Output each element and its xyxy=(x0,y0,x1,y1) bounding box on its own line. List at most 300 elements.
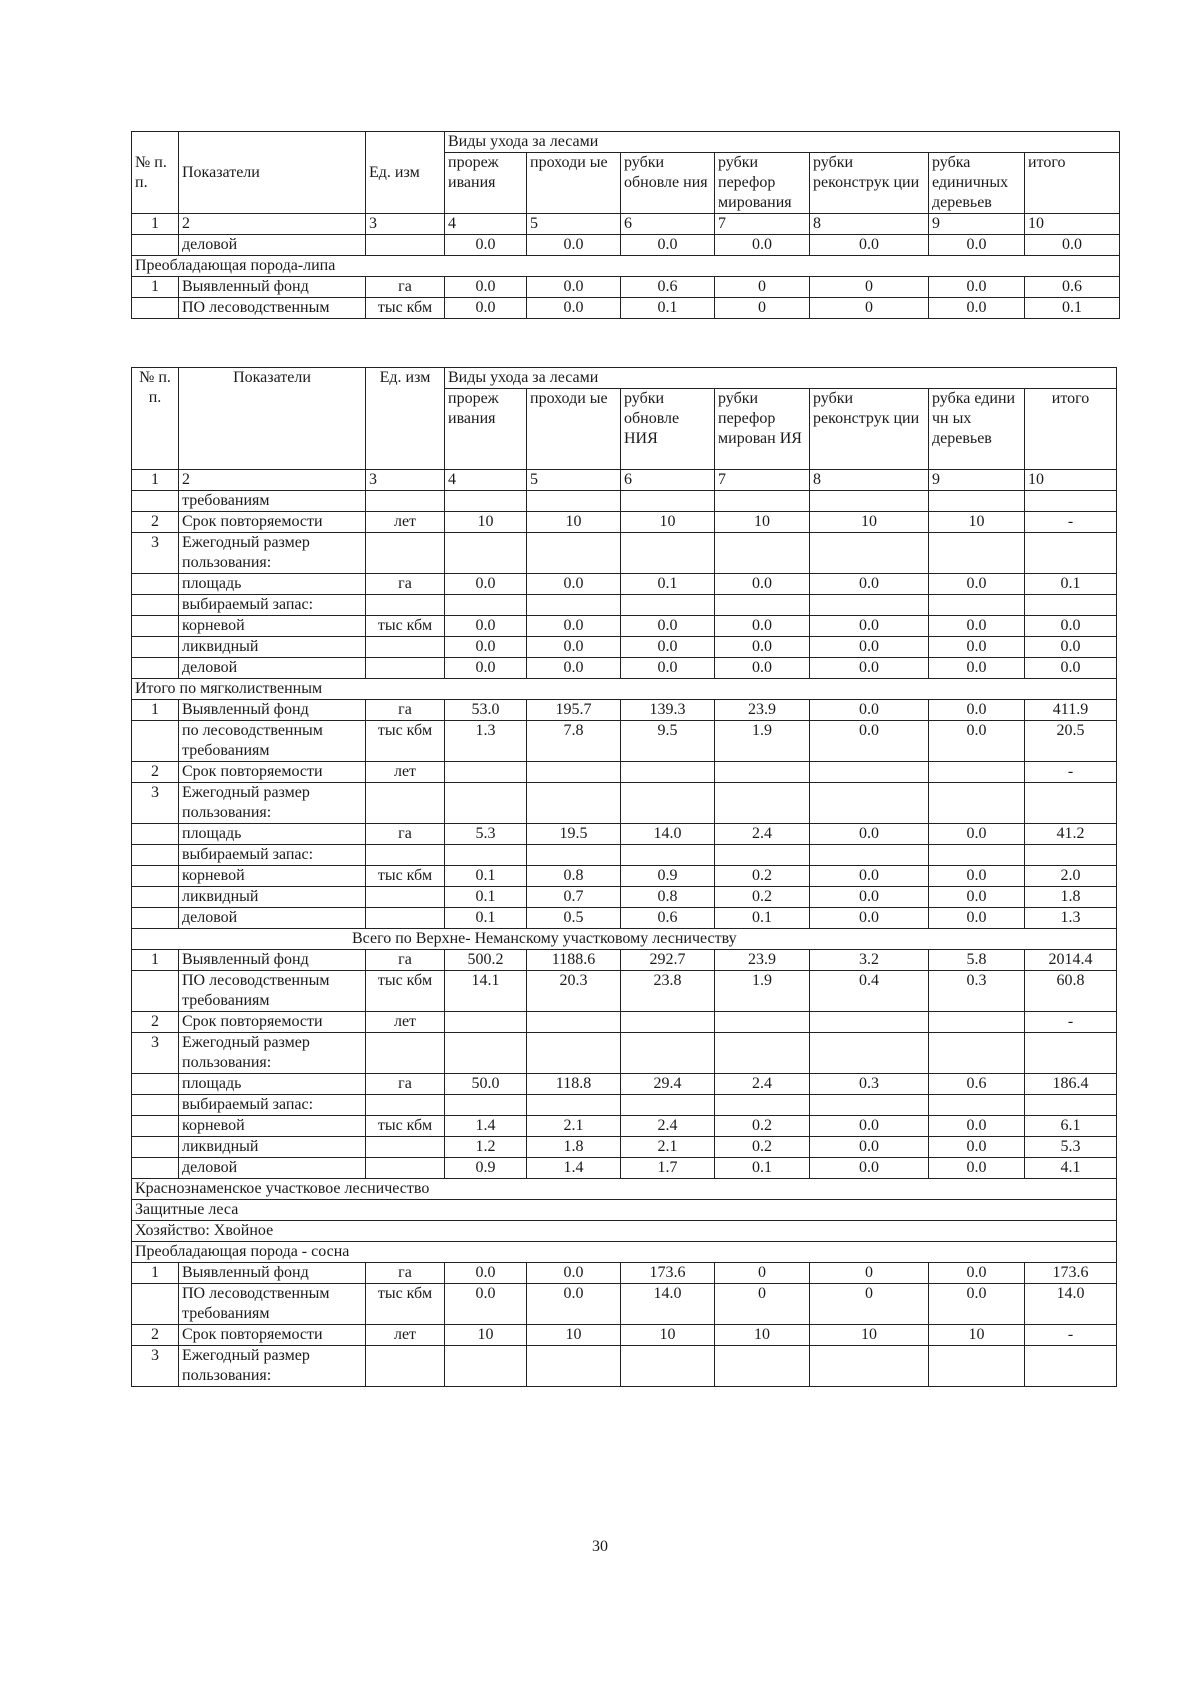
table-cell: 0.1 xyxy=(445,866,527,887)
row-unit: га xyxy=(366,700,445,721)
row-unit: тыс кбм xyxy=(366,866,445,887)
table-cell: 0.0 xyxy=(810,700,929,721)
row-indicator: Выявленный фонд xyxy=(179,277,366,298)
row-unit: га xyxy=(366,1263,445,1284)
table-cell xyxy=(810,845,929,866)
row-unit xyxy=(366,783,445,824)
table-cell xyxy=(527,595,621,616)
table-cell: 0.0 xyxy=(929,574,1025,595)
table-row xyxy=(132,824,1117,845)
table-row xyxy=(132,762,1117,783)
table-cell: 0.0 xyxy=(810,1116,929,1137)
table-cell: 0.0 xyxy=(1025,637,1117,658)
row-indicator: площадь xyxy=(179,824,366,845)
table-cell: 2.4 xyxy=(715,824,810,845)
table-cell: 0.9 xyxy=(621,866,715,887)
table-cell xyxy=(621,491,715,512)
table-cell xyxy=(715,783,810,824)
row-number xyxy=(132,235,179,256)
table-cell: 10 xyxy=(929,512,1025,533)
table-cell: 1.4 xyxy=(445,1116,527,1137)
header-number: № п. п. xyxy=(132,368,179,470)
section-label: Краснознаменское участковое лесничество xyxy=(132,1179,1117,1200)
table-cell: 195.7 xyxy=(527,700,621,721)
row-indicator: Ежегодный размер пользования: xyxy=(179,533,366,574)
table-cell xyxy=(715,1012,810,1033)
table-cell: 2.1 xyxy=(621,1137,715,1158)
table-cell: 0.0 xyxy=(445,298,527,319)
row-indicator: корневой xyxy=(179,616,366,637)
column-number-10: 10 xyxy=(1025,214,1120,235)
table-cell xyxy=(929,491,1025,512)
table-cell: 0.0 xyxy=(715,637,810,658)
column-number-6: 6 xyxy=(621,214,715,235)
table-cell: 0.0 xyxy=(810,235,929,256)
table-cell xyxy=(621,845,715,866)
table-cell: 0.0 xyxy=(527,1263,621,1284)
row-unit: га xyxy=(366,950,445,971)
row-unit xyxy=(366,1095,445,1116)
row-number xyxy=(132,1074,179,1095)
table-cell: 1.4 xyxy=(527,1158,621,1179)
table-cell: 0.0 xyxy=(929,700,1025,721)
table-cell: 0.0 xyxy=(527,658,621,679)
table-cell xyxy=(929,1346,1025,1387)
table-row xyxy=(132,235,1120,256)
table-cell: 0.0 xyxy=(527,277,621,298)
row-number: 2 xyxy=(132,1325,179,1346)
table-cell: 0.0 xyxy=(445,574,527,595)
table-cell: 0.0 xyxy=(527,637,621,658)
table-cell: 0.0 xyxy=(445,277,527,298)
row-indicator: корневой xyxy=(179,866,366,887)
table-cell: 23.9 xyxy=(715,950,810,971)
table-cell: 0.0 xyxy=(929,1284,1025,1325)
table-cell: 0 xyxy=(715,1284,810,1325)
page-number: 30 xyxy=(592,1538,608,1555)
table-cell: 10 xyxy=(445,512,527,533)
table-cell: 0.0 xyxy=(1025,235,1120,256)
table-cell: 0.0 xyxy=(445,1263,527,1284)
row-number xyxy=(132,824,179,845)
row-number xyxy=(132,721,179,762)
row-indicator: деловой xyxy=(179,1158,366,1179)
row-unit xyxy=(366,235,445,256)
table-cell: 0.0 xyxy=(929,824,1025,845)
table-cell: 14.0 xyxy=(1025,1284,1117,1325)
row-number: 2 xyxy=(132,1012,179,1033)
table-cell: 0.0 xyxy=(527,235,621,256)
table-cell xyxy=(929,1095,1025,1116)
table-row xyxy=(132,1137,1117,1158)
row-unit xyxy=(366,1137,445,1158)
table-cell xyxy=(527,1346,621,1387)
table-cell: 0.0 xyxy=(810,574,929,595)
row-number xyxy=(132,658,179,679)
row-unit xyxy=(366,1158,445,1179)
table-cell: 173.6 xyxy=(621,1263,715,1284)
table-cell xyxy=(810,595,929,616)
row-unit: га xyxy=(366,824,445,845)
section-label: Преобладающая порода - сосна xyxy=(132,1242,1117,1263)
table-cell xyxy=(445,1095,527,1116)
column-number-2: 2 xyxy=(179,214,366,235)
row-indicator: площадь xyxy=(179,1074,366,1095)
column-number-3: 3 xyxy=(366,470,445,491)
section-label: Итого по мягколиственным xyxy=(132,679,1117,700)
row-number xyxy=(132,637,179,658)
row-indicator: Ежегодный размер пользования: xyxy=(179,783,366,824)
row-number xyxy=(132,971,179,1012)
row-unit: лет xyxy=(366,1012,445,1033)
column-number-9: 9 xyxy=(929,214,1025,235)
row-number xyxy=(132,298,179,319)
table-cell: 2.1 xyxy=(527,1116,621,1137)
row-indicator: Ежегодный размер пользования: xyxy=(179,1033,366,1074)
header-passage: проходи ые xyxy=(527,153,621,214)
table-cell: 0 xyxy=(715,1263,810,1284)
table-row xyxy=(132,1033,1117,1074)
header-indicator: Показатели xyxy=(179,132,366,214)
column-number-8: 8 xyxy=(810,470,929,491)
column-number-1: 1 xyxy=(132,470,179,491)
table-cell: 0.0 xyxy=(445,616,527,637)
row-unit: тыс кбм xyxy=(366,616,445,637)
section-row xyxy=(132,1179,1117,1200)
table-cell xyxy=(1025,533,1117,574)
table-cell: 0.0 xyxy=(445,235,527,256)
row-number xyxy=(132,887,179,908)
table-cell xyxy=(445,845,527,866)
row-unit: тыс кбм xyxy=(366,298,445,319)
row-indicator: ПО лесоводственным требованиям xyxy=(179,1284,366,1325)
section-row xyxy=(132,1242,1117,1263)
section-label: Хозяйство: Хвойное xyxy=(132,1221,1117,1242)
table-cell: 10 xyxy=(715,512,810,533)
row-unit xyxy=(366,1033,445,1074)
table-cell: - xyxy=(1025,512,1117,533)
table-cell xyxy=(445,1033,527,1074)
table-cell: 1.8 xyxy=(1025,887,1117,908)
table-cell: 0.5 xyxy=(527,908,621,929)
table-cell xyxy=(810,1095,929,1116)
table-cell xyxy=(621,783,715,824)
table-row xyxy=(132,637,1117,658)
table-row xyxy=(132,887,1117,908)
header-renewal: рубки обновле ния xyxy=(621,153,715,214)
table-cell xyxy=(621,595,715,616)
table-cell: 0.1 xyxy=(445,908,527,929)
table-cell: 0.0 xyxy=(929,908,1025,929)
table-cell xyxy=(621,1346,715,1387)
table-cell xyxy=(621,1033,715,1074)
table-row xyxy=(132,971,1117,1012)
table-cell: 60.8 xyxy=(1025,971,1117,1012)
table-cell: 411.9 xyxy=(1025,700,1117,721)
row-indicator: Срок повторяемости xyxy=(179,1012,366,1033)
table-cell: 0 xyxy=(810,277,929,298)
row-unit: га xyxy=(366,277,445,298)
table-row xyxy=(132,1325,1117,1346)
table-cell xyxy=(621,1095,715,1116)
row-unit: га xyxy=(366,574,445,595)
table-cell: 14.0 xyxy=(621,1284,715,1325)
column-number-10: 10 xyxy=(1025,470,1117,491)
main-table xyxy=(131,367,1117,1387)
table-cell: 0.2 xyxy=(715,866,810,887)
row-unit xyxy=(366,595,445,616)
header-thinning: прореж ивания xyxy=(445,153,527,214)
table-cell xyxy=(715,1346,810,1387)
header-unit: Ед. изм xyxy=(366,368,445,470)
table-cell xyxy=(445,491,527,512)
table-cell: 0.2 xyxy=(715,1116,810,1137)
table-cell: 0.2 xyxy=(715,887,810,908)
table-cell xyxy=(810,1346,929,1387)
row-unit xyxy=(366,887,445,908)
table-cell: 10 xyxy=(929,1325,1025,1346)
table-cell xyxy=(715,1033,810,1074)
table-cell: 0.3 xyxy=(929,971,1025,1012)
table-row xyxy=(132,533,1117,574)
row-number: 1 xyxy=(132,700,179,721)
table-cell: 0.9 xyxy=(445,1158,527,1179)
row-indicator: по лесоводственным требованиям xyxy=(179,721,366,762)
row-number: 1 xyxy=(132,277,179,298)
table-cell: 23.8 xyxy=(621,971,715,1012)
row-indicator: корневой xyxy=(179,1116,366,1137)
table-cell: 0.8 xyxy=(621,887,715,908)
table-cell: 0.0 xyxy=(810,1158,929,1179)
header-group-care-types: Виды ухода за лесами xyxy=(445,368,1117,389)
table-cell xyxy=(929,533,1025,574)
row-indicator: выбираемый запас: xyxy=(179,845,366,866)
table-cell xyxy=(715,1095,810,1116)
table-cell: 1.8 xyxy=(527,1137,621,1158)
section-label: Преобладающая порода-липа xyxy=(132,256,1120,277)
table-cell: 0.1 xyxy=(1025,574,1117,595)
table-cell: 19.5 xyxy=(527,824,621,845)
row-unit xyxy=(366,491,445,512)
table-cell xyxy=(715,533,810,574)
row-indicator: ликвидный xyxy=(179,887,366,908)
table-cell: 2014.4 xyxy=(1025,950,1117,971)
column-number-8: 8 xyxy=(810,214,929,235)
table-cell: 0.0 xyxy=(715,616,810,637)
table-cell: 0.0 xyxy=(810,658,929,679)
table-cell xyxy=(810,1033,929,1074)
table-cell: 292.7 xyxy=(621,950,715,971)
header-single-trees: рубка единичных деревьев xyxy=(929,153,1025,214)
row-number: 2 xyxy=(132,762,179,783)
table-cell: 0.0 xyxy=(929,658,1025,679)
table-row xyxy=(132,595,1117,616)
table-cell: 0.0 xyxy=(445,637,527,658)
row-number xyxy=(132,1284,179,1325)
row-unit xyxy=(366,908,445,929)
table-cell: 0.0 xyxy=(621,616,715,637)
table-cell: 0.0 xyxy=(810,908,929,929)
row-number xyxy=(132,1158,179,1179)
row-unit: тыс кбм xyxy=(366,1284,445,1325)
row-unit: лет xyxy=(366,762,445,783)
table-cell xyxy=(445,1012,527,1033)
table-cell: 0.0 xyxy=(929,887,1025,908)
table-cell: 10 xyxy=(445,1325,527,1346)
table-cell: 10 xyxy=(527,1325,621,1346)
top-table-fragment xyxy=(131,131,1120,319)
table-cell xyxy=(810,533,929,574)
table-row xyxy=(132,658,1117,679)
table-cell: 10 xyxy=(810,1325,929,1346)
row-number xyxy=(132,908,179,929)
table-row xyxy=(132,908,1117,929)
table-cell: 0.0 xyxy=(715,235,810,256)
table-row xyxy=(132,512,1117,533)
table-cell: 500.2 xyxy=(445,950,527,971)
table-row xyxy=(132,574,1117,595)
table-cell: 10 xyxy=(810,512,929,533)
table-cell xyxy=(810,1012,929,1033)
table-cell xyxy=(810,762,929,783)
column-number-7: 7 xyxy=(715,470,810,491)
section-label: Всего по Верхне- Неманскому участковому лесничеству xyxy=(132,929,1117,950)
table-cell xyxy=(715,491,810,512)
row-unit xyxy=(366,1346,445,1387)
row-indicator: ликвидный xyxy=(179,637,366,658)
table-cell: 0.6 xyxy=(621,277,715,298)
section-row xyxy=(132,1200,1117,1221)
table-cell xyxy=(445,783,527,824)
header-total: итого xyxy=(1025,389,1117,470)
header-total: итого xyxy=(1025,153,1120,214)
header-indicator: Показатели xyxy=(179,368,366,470)
table-cell xyxy=(1025,595,1117,616)
row-number xyxy=(132,866,179,887)
table-cell: 0 xyxy=(810,298,929,319)
table-cell: 0.0 xyxy=(929,277,1025,298)
table-cell: 0.0 xyxy=(527,1284,621,1325)
table-cell xyxy=(527,533,621,574)
table-cell: 10 xyxy=(621,512,715,533)
table-cell: 7.8 xyxy=(527,721,621,762)
row-indicator: деловой xyxy=(179,908,366,929)
row-indicator: требованиям xyxy=(179,491,366,512)
table-cell: 0.0 xyxy=(1025,658,1117,679)
table-row xyxy=(132,1095,1117,1116)
table-cell xyxy=(810,783,929,824)
table-row xyxy=(132,1012,1117,1033)
column-number-2: 2 xyxy=(179,470,366,491)
row-number xyxy=(132,1137,179,1158)
row-number xyxy=(132,845,179,866)
table-cell xyxy=(1025,1346,1117,1387)
table-cell: 0.4 xyxy=(810,971,929,1012)
section-label: Защитные леса xyxy=(132,1200,1117,1221)
row-unit xyxy=(366,845,445,866)
row-number xyxy=(132,595,179,616)
column-number-5: 5 xyxy=(527,470,621,491)
table-cell xyxy=(715,762,810,783)
table-cell: 20.5 xyxy=(1025,721,1117,762)
table-cell: 0.0 xyxy=(715,574,810,595)
table-cell: 0.2 xyxy=(715,1137,810,1158)
table-cell xyxy=(1025,491,1117,512)
table-cell xyxy=(1025,845,1117,866)
table-row xyxy=(132,298,1120,319)
column-number-4: 4 xyxy=(445,470,527,491)
table-cell: 0.1 xyxy=(1025,298,1120,319)
row-indicator: Срок повторяемости xyxy=(179,512,366,533)
row-indicator: ПО лесоводственным xyxy=(179,298,366,319)
table-row xyxy=(132,845,1117,866)
table-cell: 0 xyxy=(810,1263,929,1284)
table-cell: 10 xyxy=(621,1325,715,1346)
row-unit: лет xyxy=(366,1325,445,1346)
table-cell: 0.0 xyxy=(929,866,1025,887)
table-cell: 1.9 xyxy=(715,971,810,1012)
table-row xyxy=(132,1074,1117,1095)
table-cell xyxy=(621,762,715,783)
table-cell: 0.0 xyxy=(810,866,929,887)
header-thinning: прореж ивания xyxy=(445,389,527,470)
row-number xyxy=(132,1116,179,1137)
table-cell: 0.6 xyxy=(621,908,715,929)
table-cell: 14.0 xyxy=(621,824,715,845)
table-cell xyxy=(527,1095,621,1116)
table-cell xyxy=(929,595,1025,616)
table-cell: 186.4 xyxy=(1025,1074,1117,1095)
table-cell: 0.0 xyxy=(715,658,810,679)
row-indicator: деловой xyxy=(179,658,366,679)
table-cell: 4.1 xyxy=(1025,1158,1117,1179)
table-cell xyxy=(445,762,527,783)
table-cell: 1.3 xyxy=(1025,908,1117,929)
column-number-6: 6 xyxy=(621,470,715,491)
header-reformation: рубки перефор мирования xyxy=(715,153,810,214)
row-number xyxy=(132,1095,179,1116)
header-number: № п. п. xyxy=(132,132,179,214)
row-unit: лет xyxy=(366,512,445,533)
table-cell xyxy=(527,762,621,783)
table-cell: - xyxy=(1025,762,1117,783)
table-cell: 0 xyxy=(715,298,810,319)
table-cell xyxy=(810,491,929,512)
table-row xyxy=(132,491,1117,512)
column-number-7: 7 xyxy=(715,214,810,235)
table-cell: 0.0 xyxy=(527,616,621,637)
table-cell: 0.6 xyxy=(929,1074,1025,1095)
table-cell xyxy=(445,1346,527,1387)
row-number: 1 xyxy=(132,950,179,971)
table-cell: 0.1 xyxy=(445,887,527,908)
column-number-9: 9 xyxy=(929,470,1025,491)
row-indicator: выбираемый запас: xyxy=(179,1095,366,1116)
row-unit xyxy=(366,533,445,574)
table-cell: 0.0 xyxy=(445,658,527,679)
header-passage: проходи ые xyxy=(527,389,621,470)
column-number-3: 3 xyxy=(366,214,445,235)
table-cell: 0.0 xyxy=(929,721,1025,762)
row-number: 1 xyxy=(132,1263,179,1284)
table-cell: 0.0 xyxy=(929,298,1025,319)
table-cell xyxy=(527,845,621,866)
table-cell xyxy=(929,1033,1025,1074)
table-cell: 5.8 xyxy=(929,950,1025,971)
table-row xyxy=(132,866,1117,887)
table-cell: 41.2 xyxy=(1025,824,1117,845)
row-unit xyxy=(366,658,445,679)
